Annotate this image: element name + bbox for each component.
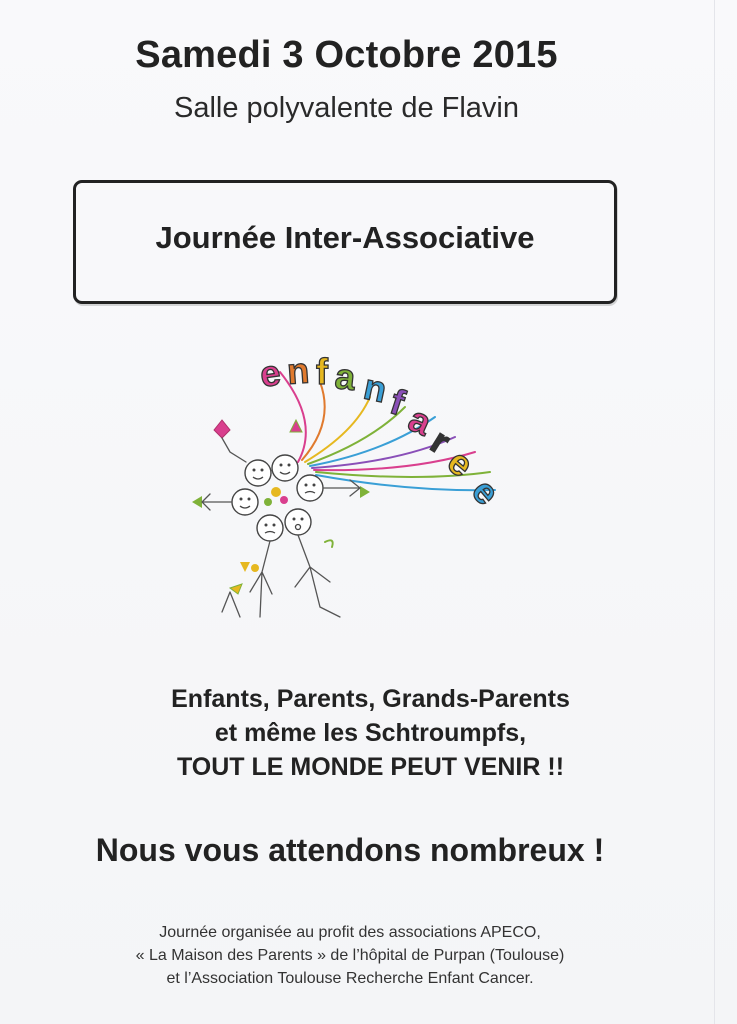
tagline-line: Enfants, Parents, Grands-Parents: [171, 685, 570, 713]
logo-letter: e: [257, 351, 283, 395]
event-date: Samedi 3 Octobre 2015: [135, 34, 558, 76]
event-title: Journée Inter-Associative: [155, 220, 535, 255]
organizer-note: [0, 921, 700, 990]
logo-letter: e: [439, 440, 482, 486]
tagline: [0, 682, 737, 784]
logo-letter: n: [285, 349, 311, 392]
logo-letter: a: [402, 397, 438, 444]
tagline-line: TOUT LE MONDE PEUT VENIR !!: [176, 753, 565, 781]
logo-letter: r: [423, 420, 458, 463]
organizer-line: Journée organisée au profit des associations APECO,: [159, 924, 541, 941]
event-title-box: [73, 180, 617, 304]
logo-letter: a: [333, 355, 358, 399]
logo-letter: n: [360, 365, 391, 411]
children-balloons-drawing-icon: [170, 342, 540, 632]
logo-letter: f: [316, 351, 328, 392]
logo-letter: f: [385, 380, 410, 424]
organizer-line: « La Maison des Parents » de l’hôpital de Purpan (Toulouse): [135, 947, 565, 964]
logo-letter: e: [463, 470, 509, 513]
event-venue: Salle polyvalente de Flavin: [174, 92, 519, 124]
organizer-line: et l’Association Toulouse Recherche Enfant Cancer.: [166, 970, 534, 987]
welcome-message: Nous vous attendons nombreux !: [95, 832, 605, 868]
tagline-line: et même les Schtroumpfs,: [214, 719, 527, 747]
page-fold-line: [714, 0, 715, 1024]
